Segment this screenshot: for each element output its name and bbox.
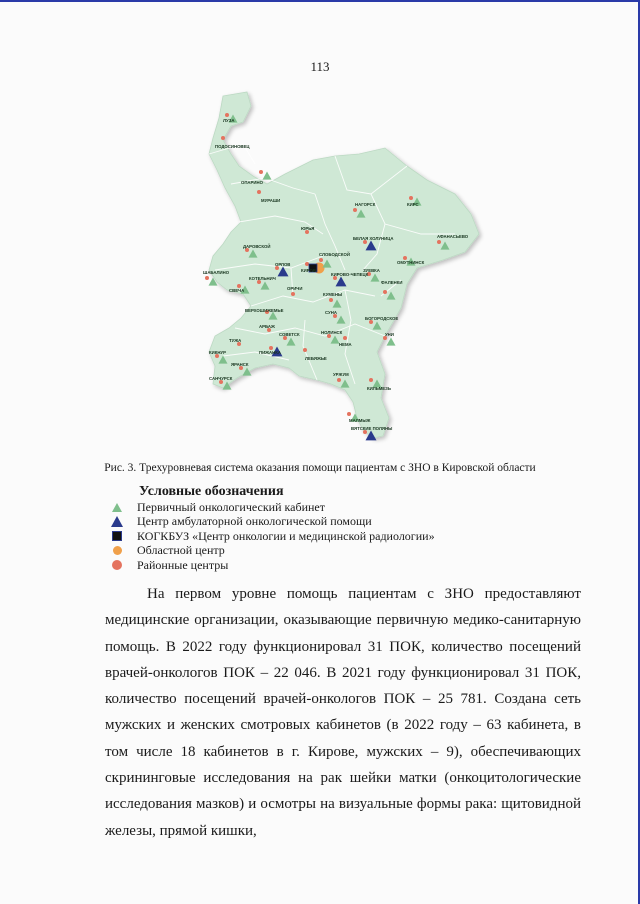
district-center-marker — [353, 208, 357, 212]
place-label: СЛОБОДСКОЙ — [319, 252, 350, 257]
figure-caption: Рис. 3. Трехуровневая система оказания помощи пациентам с ЗНО в Кировской области — [104, 462, 536, 474]
district-center-marker — [319, 258, 323, 262]
place-label: ПОДОСИНОВЕЦ — [215, 144, 250, 149]
place-label: НОЛИНСК — [321, 330, 343, 335]
place-label: КИРС — [407, 202, 419, 207]
place-label: МАЛМЫЖ — [349, 418, 371, 423]
district-center-marker — [257, 190, 261, 194]
place-label: ПИЖАНКА — [259, 350, 281, 355]
legend-item-outpatient-center — [97, 515, 517, 530]
place-label: КИРОВО-ЧЕПЕЦК — [331, 272, 369, 277]
legend-title: Условные обозначения — [139, 484, 284, 499]
place-label: КИЛЬМЕЗЬ — [367, 386, 391, 391]
map-figure — [195, 84, 490, 444]
legend-label: Областной центр — [137, 543, 225, 558]
place-label: КИКНУР — [209, 350, 226, 355]
legend-item-district-center — [97, 558, 517, 573]
district-center-marker — [337, 378, 341, 382]
district-center-marker — [409, 196, 413, 200]
primary-cabinet-marker — [387, 338, 396, 346]
district-center-marker — [437, 240, 441, 244]
place-label: ВЯТСКИЕ ПОЛЯНЫ — [351, 426, 393, 431]
place-label: ЮРЬЯ — [301, 226, 315, 231]
district-center-marker — [329, 298, 333, 302]
legend-label: Центр амбулаторной онкологической помощи — [137, 514, 372, 529]
place-label: СВЕЧА — [229, 288, 245, 293]
place-label: ОПАРИНО — [241, 180, 263, 185]
legend-label: КОГКБУЗ «Центр онкологии и медицинской радиологии» — [137, 528, 435, 543]
place-label: ОРЛОВ — [275, 262, 291, 267]
place-label: БОГОРОДСКОЕ — [365, 316, 399, 321]
legend-label: Первичный онкологический кабинет — [137, 499, 325, 514]
body-text — [105, 581, 581, 844]
place-label: КИРОВ — [301, 268, 316, 273]
district-center-marker — [221, 136, 225, 140]
place-label: ЛЕБЯЖЬЕ — [305, 356, 327, 361]
place-label: ФАЛЕНКИ — [381, 280, 403, 285]
place-label: АФАНАСЬЕВО — [437, 234, 469, 239]
legend-item-oncology-center — [97, 529, 517, 544]
district-center-marker — [383, 290, 387, 294]
black-square-icon — [112, 531, 122, 541]
place-label: ОРИЧИ — [287, 286, 303, 291]
place-label: ШАБАЛИНО — [203, 270, 230, 275]
kirov-region-map — [195, 84, 490, 444]
district-center-marker — [259, 170, 263, 174]
green-triangle-icon — [112, 503, 122, 512]
district-center-marker — [291, 292, 295, 296]
map-legend — [97, 484, 517, 573]
paragraph: На первом уровне помощь пациентам с ЗНО предоставляют медицинские организации, оказывающие первичную медико-санитарную помощь. В 2022 году функционировал 31 ПОК, количество посещений врачей-онкологов ПОК – 22 046. В 2021 году функционировал 31 ПОК, количество посещений врачей-онкологов ПОК – 25 781. Создана сеть мужских и женских смотровых кабинетов (в 2022 году – 63 кабинета, в том числе 18 кабинетов в г. Кирове, мужских – 9), обеспечивающих скрининговые исследования на рак шейки матки (онкоцитологические исследования мазков) и осмотры на визуальные формы рака: щитовидной железы, прямой кишки, — [105, 586, 581, 839]
district-center-marker — [369, 378, 373, 382]
district-center-marker — [303, 348, 307, 352]
district-center-marker — [347, 412, 351, 416]
place-label: СУНА — [325, 310, 337, 315]
place-label: КОТЕЛЬНИЧ — [249, 276, 276, 281]
orange-circle-icon — [113, 546, 122, 555]
red-circle-icon — [112, 560, 122, 570]
place-label: УНИ — [385, 332, 394, 337]
place-label: САНЧУРСК — [209, 376, 233, 381]
place-label: ТУЖА — [229, 338, 242, 343]
place-label: ЯРАНСК — [231, 362, 249, 367]
district-center-marker — [205, 276, 209, 280]
blue-triangle-icon — [111, 516, 123, 527]
place-label: ЛУЗА — [223, 118, 235, 123]
district-center-marker — [305, 262, 309, 266]
place-label: ДАРОВСКОЙ — [243, 244, 271, 249]
legend-item-regional-center — [97, 544, 517, 559]
place-label: СОВЕТСК — [279, 332, 300, 337]
place-label: НАГОРСК — [355, 202, 376, 207]
primary-cabinet-marker — [263, 172, 272, 180]
legend-label: Районные центры — [137, 557, 229, 572]
district-center-marker — [343, 336, 347, 340]
district-center-marker — [225, 113, 229, 117]
place-label: НЕМА — [339, 342, 352, 347]
place-label: ОМУТНИНСК — [397, 260, 425, 265]
legend-item-primary-cabinet — [97, 500, 517, 515]
place-label: КУМЕНЫ — [323, 292, 343, 297]
place-label: БЕЛАЯ ХОЛУНИЦА — [353, 236, 394, 241]
place-label: АРБАЖ — [259, 324, 275, 329]
place-label: ВЕРХОШИЖЕМЬЕ — [245, 308, 284, 313]
page-number: 113 — [310, 59, 330, 74]
place-label: УРЖУМ — [333, 372, 349, 377]
place-label: МУРАШИ — [261, 198, 281, 203]
place-label: ЗУЕВКА — [363, 268, 380, 273]
